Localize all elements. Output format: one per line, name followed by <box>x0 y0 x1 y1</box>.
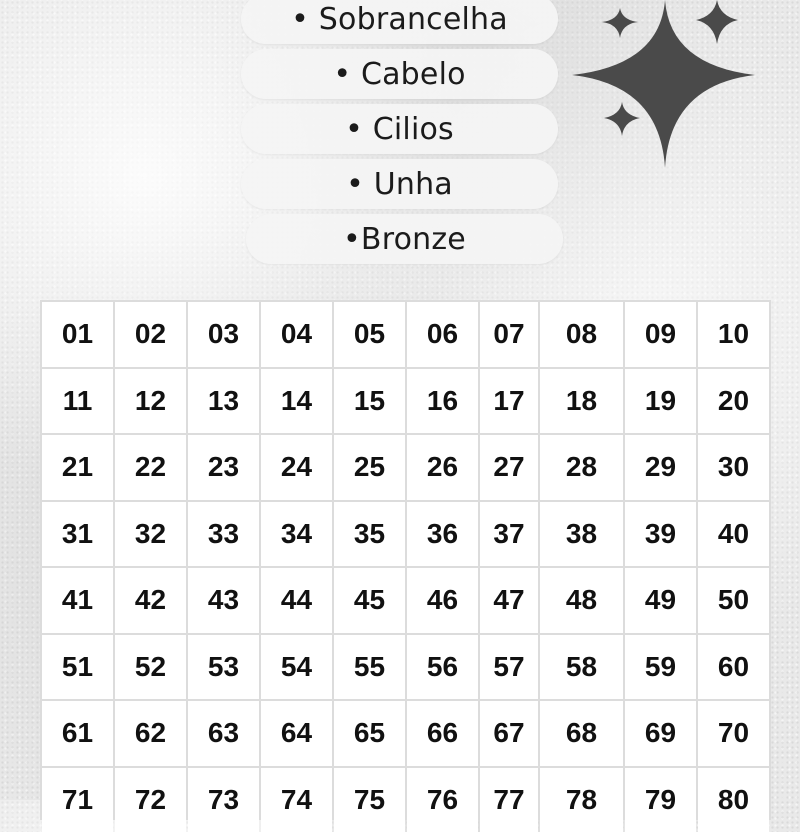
number-cell[interactable]: 64 <box>261 701 332 766</box>
number-cell[interactable]: 42 <box>115 568 186 633</box>
number-cell[interactable]: 21 <box>42 435 113 500</box>
sparkles-icon <box>560 0 770 175</box>
number-cell[interactable]: 44 <box>261 568 332 633</box>
number-cell[interactable]: 08 <box>540 302 623 367</box>
large-sparkle-icon <box>572 0 755 168</box>
number-cell[interactable]: 34 <box>261 502 332 567</box>
number-cell[interactable]: 07 <box>480 302 538 367</box>
number-cell[interactable]: 29 <box>625 435 696 500</box>
number-cell[interactable]: 65 <box>334 701 405 766</box>
small-sparkle-icon <box>696 0 738 44</box>
number-cell[interactable]: 45 <box>334 568 405 633</box>
number-cell[interactable]: 52 <box>115 635 186 700</box>
number-cell[interactable]: 06 <box>407 302 478 367</box>
service-label: •Bronze <box>343 222 466 257</box>
number-cell[interactable]: 69 <box>625 701 696 766</box>
number-cell[interactable]: 59 <box>625 635 696 700</box>
service-item-cabelo <box>241 49 558 99</box>
number-cell[interactable]: 35 <box>334 502 405 567</box>
small-sparkle-icon <box>602 8 638 38</box>
number-cell[interactable]: 72 <box>115 768 186 832</box>
number-cell[interactable]: 31 <box>42 502 113 567</box>
service-label: • Cilios <box>345 112 454 147</box>
number-cell[interactable]: 46 <box>407 568 478 633</box>
number-cell[interactable]: 79 <box>625 768 696 832</box>
number-cell[interactable]: 57 <box>480 635 538 700</box>
number-cell[interactable]: 16 <box>407 369 478 434</box>
number-cell[interactable]: 40 <box>698 502 769 567</box>
number-cell[interactable]: 01 <box>42 302 113 367</box>
number-cell[interactable]: 12 <box>115 369 186 434</box>
number-cell[interactable]: 23 <box>188 435 259 500</box>
number-cell[interactable]: 32 <box>115 502 186 567</box>
number-cell[interactable]: 53 <box>188 635 259 700</box>
number-cell[interactable]: 27 <box>480 435 538 500</box>
number-cell[interactable]: 28 <box>540 435 623 500</box>
number-cell[interactable]: 56 <box>407 635 478 700</box>
number-cell[interactable]: 41 <box>42 568 113 633</box>
number-cell[interactable]: 19 <box>625 369 696 434</box>
number-cell[interactable]: 15 <box>334 369 405 434</box>
number-cell[interactable]: 75 <box>334 768 405 832</box>
number-cell[interactable]: 61 <box>42 701 113 766</box>
number-cell[interactable]: 58 <box>540 635 623 700</box>
number-cell[interactable]: 76 <box>407 768 478 832</box>
number-cell[interactable]: 62 <box>115 701 186 766</box>
number-cell[interactable]: 30 <box>698 435 769 500</box>
small-sparkle-icon <box>604 102 640 136</box>
number-cell[interactable]: 78 <box>540 768 623 832</box>
number-cell[interactable]: 39 <box>625 502 696 567</box>
number-cell[interactable]: 10 <box>698 302 769 367</box>
number-cell[interactable]: 37 <box>480 502 538 567</box>
service-item-unha <box>241 159 558 209</box>
number-cell[interactable]: 48 <box>540 568 623 633</box>
number-cell[interactable]: 20 <box>698 369 769 434</box>
number-cell[interactable]: 33 <box>188 502 259 567</box>
number-cell[interactable]: 55 <box>334 635 405 700</box>
number-cell[interactable]: 03 <box>188 302 259 367</box>
number-cell[interactable]: 13 <box>188 369 259 434</box>
number-cell[interactable]: 26 <box>407 435 478 500</box>
number-cell[interactable]: 74 <box>261 768 332 832</box>
number-cell[interactable]: 43 <box>188 568 259 633</box>
number-cell[interactable]: 68 <box>540 701 623 766</box>
number-cell[interactable]: 25 <box>334 435 405 500</box>
service-label: • Cabelo <box>333 57 465 92</box>
service-item-bronze <box>246 214 563 264</box>
number-cell[interactable]: 02 <box>115 302 186 367</box>
number-cell[interactable]: 36 <box>407 502 478 567</box>
number-cell[interactable]: 18 <box>540 369 623 434</box>
number-cell[interactable]: 11 <box>42 369 113 434</box>
number-cell[interactable]: 49 <box>625 568 696 633</box>
number-cell[interactable]: 60 <box>698 635 769 700</box>
number-cell[interactable]: 50 <box>698 568 769 633</box>
number-cell[interactable]: 77 <box>480 768 538 832</box>
number-cell[interactable]: 09 <box>625 302 696 367</box>
number-cell[interactable]: 51 <box>42 635 113 700</box>
number-cell[interactable]: 38 <box>540 502 623 567</box>
number-cell[interactable]: 54 <box>261 635 332 700</box>
number-cell[interactable]: 70 <box>698 701 769 766</box>
number-cell[interactable]: 47 <box>480 568 538 633</box>
service-label: • Sobrancelha <box>291 2 508 37</box>
number-cell[interactable]: 71 <box>42 768 113 832</box>
service-item-cilios <box>241 104 558 154</box>
number-cell[interactable]: 67 <box>480 701 538 766</box>
number-cell[interactable]: 17 <box>480 369 538 434</box>
number-cell[interactable]: 04 <box>261 302 332 367</box>
service-label: • Unha <box>346 167 453 202</box>
service-item-sobrancelha <box>241 0 558 44</box>
number-cell[interactable]: 05 <box>334 302 405 367</box>
number-cell[interactable]: 80 <box>698 768 769 832</box>
number-cell[interactable]: 24 <box>261 435 332 500</box>
number-cell[interactable]: 66 <box>407 701 478 766</box>
number-cell[interactable]: 63 <box>188 701 259 766</box>
number-grid <box>40 300 771 820</box>
number-cell[interactable]: 22 <box>115 435 186 500</box>
number-cell[interactable]: 73 <box>188 768 259 832</box>
number-cell[interactable]: 14 <box>261 369 332 434</box>
